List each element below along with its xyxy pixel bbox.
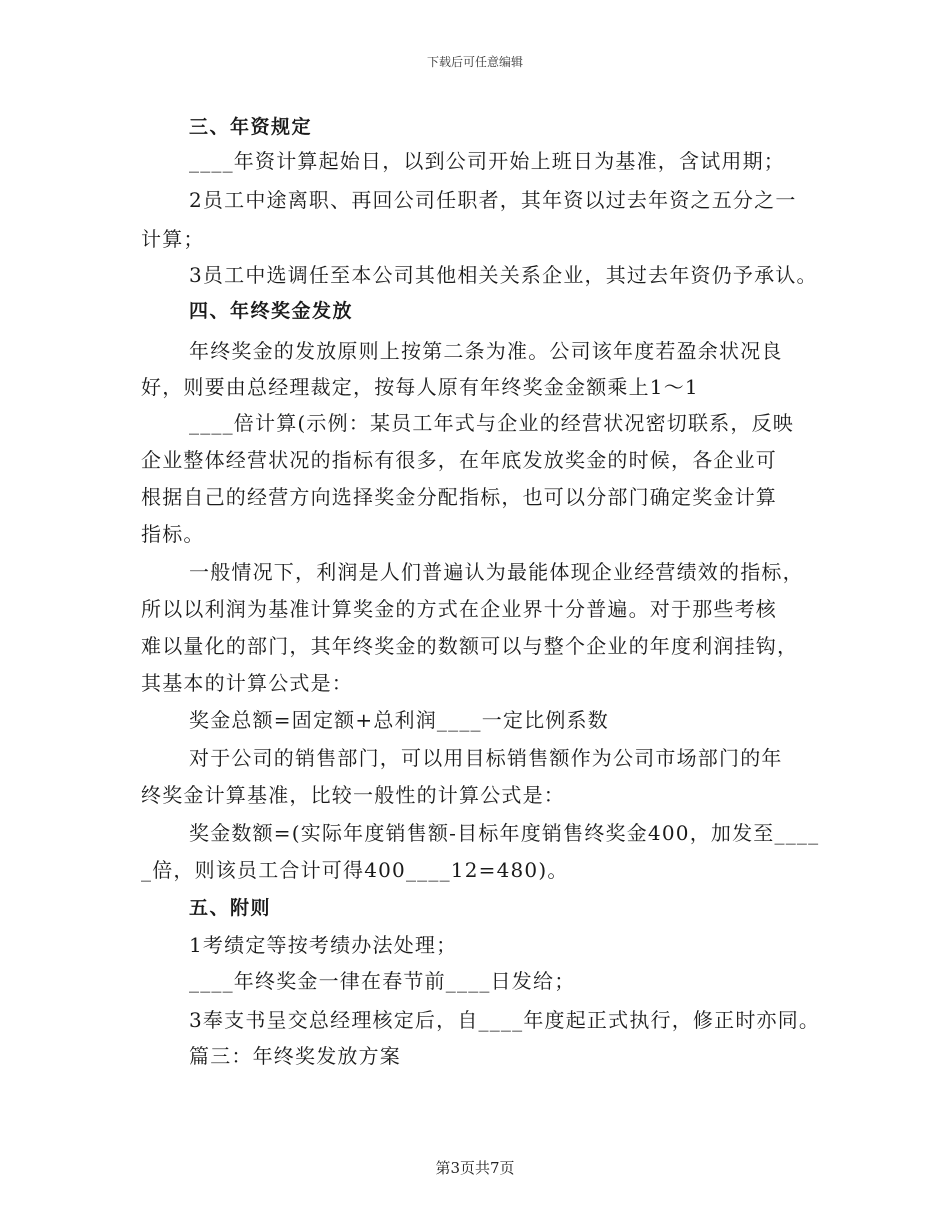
paragraph-line: 3奉支书呈交总经理核定后，自____年度起正式执行，修正时亦同。 xyxy=(189,1008,821,1032)
paragraph-line: 好，则要由总经理裁定，按每人原有年终奖金金额乘上1～1 xyxy=(141,375,699,399)
paragraph-line: ____倍计算(示例：某员工年式与企业的经营状况密切联系，反映 xyxy=(189,411,795,435)
paragraph-line: 企业整体经营状况的指标有很多，在年底发放奖金的时候，各企业可 xyxy=(141,448,777,472)
paragraph-line: 计算； xyxy=(141,227,205,251)
section-heading-seniority: 三、年资规定 xyxy=(189,116,313,138)
paragraph-line: 终奖金计算基准，比较一般性的计算公式是： xyxy=(141,783,565,807)
paragraph-line: _倍，则该员工合计可得400____12=480)。 xyxy=(141,858,569,882)
paragraph-line: ____年资计算起始日，以到公司开始上班日为基准，含试用期； xyxy=(189,149,785,173)
paragraph-line: 一般情况下，利润是人们普遍认为最能体现企业经营绩效的指标， xyxy=(189,560,804,584)
paragraph-line: 2员工中途离职、再回公司任职者，其年资以过去年资之五分之一 xyxy=(189,188,797,212)
paragraph-line: 所以以利润为基准计算奖金的方式在企业界十分普遍。对于那些考核 xyxy=(141,597,777,621)
paragraph-line: 其基本的计算公式是： xyxy=(141,671,353,695)
paragraph-line: 根据自己的经营方向选择奖金分配指标，也可以分部门确定奖金计算 xyxy=(141,485,777,509)
section-heading-year-end-bonus: 四、年终奖金发放 xyxy=(189,300,354,322)
paragraph-line: 1考绩定等按考绩办法处理； xyxy=(189,933,458,957)
formula-line: 奖金数额=(实际年度销售额-目标年度销售终奖金400，加发至____ xyxy=(189,821,820,845)
section-heading-supplementary: 五、附则 xyxy=(189,897,272,919)
paragraph-line: 指标。 xyxy=(141,522,205,546)
paragraph-line: 难以量化的部门，其年终奖金的数额可以与整个企业的年度利润挂钩， xyxy=(141,634,799,658)
formula-line: 奖金总额=固定额+总利润____一定比例系数 xyxy=(189,708,609,732)
paragraph-line: 年终奖金的发放原则上按第二条为准。公司该年度若盈余状况良 xyxy=(189,339,783,363)
paragraph-line: ____年终奖金一律在春节前____日发给； xyxy=(189,969,576,993)
page-number: 第3页共7页 xyxy=(435,1159,515,1177)
paragraph-line: 对于公司的销售部门，可以用目标销售额作为公司市场部门的年 xyxy=(189,746,783,770)
chapter-title: 篇三：年终奖发放方案 xyxy=(189,1044,401,1068)
page-header: 下载后可任意编辑 xyxy=(426,55,523,69)
paragraph-line: 3员工中选调任至本公司其他相关关系企业，其过去年资仍予承认。 xyxy=(189,263,818,287)
